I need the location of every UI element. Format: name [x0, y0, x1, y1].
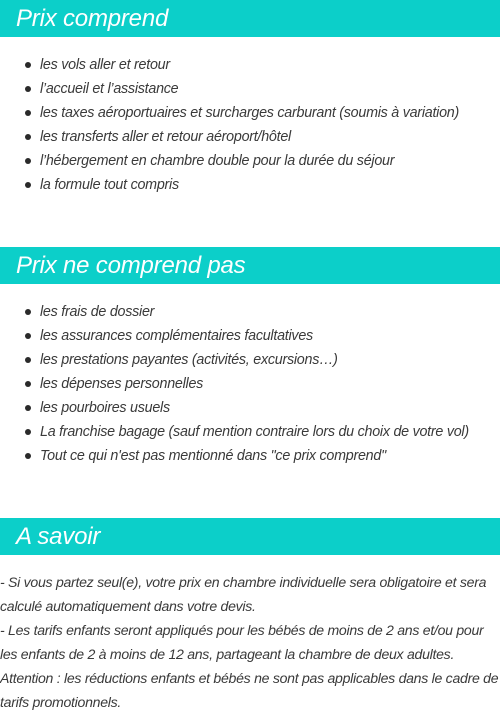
list-item: Tout ce qui n'est pas mentionné dans "ce prix comprend": [0, 444, 500, 468]
a-savoir-paragraph: Attention : les réductions enfants et bébés ne sont pas applicables dans le cadre de tarifs promotionnels.: [0, 670, 499, 710]
a-savoir-body: [0, 570, 500, 714]
a-savoir-paragraph: - Les tarifs enfants seront appliqués pour les bébés de moins de 2 ans et/ou pour les enfants de 2 à moins de 12 ans, partageant la chambre de deux adultes.: [0, 622, 484, 662]
list-prix-comprend: [0, 53, 500, 197]
list-item: la formule tout compris: [0, 173, 500, 197]
list-item: les vols aller et retour: [0, 53, 500, 77]
section-header-prix-comprend: Prix comprend: [0, 0, 500, 37]
section-header-a-savoir: A savoir: [0, 518, 500, 555]
list-item: les pourboires usuels: [0, 396, 500, 420]
list-item: l’hébergement en chambre double pour la durée du séjour: [0, 149, 500, 173]
list-item: La franchise bagage (sauf mention contraire lors du choix de votre vol): [0, 420, 500, 444]
list-item: les assurances complémentaires facultatives: [0, 324, 500, 348]
list-item: les prestations payantes (activités, excursions…): [0, 348, 500, 372]
section-header-prix-ne-comprend-pas: Prix ne comprend pas: [0, 247, 500, 284]
a-savoir-paragraph: - Si vous partez seul(e), votre prix en chambre individuelle sera obligatoire et sera calculé automatiquement dans votre devis.: [0, 574, 487, 614]
list-item: les taxes aéroportuaires et surcharges carburant (soumis à variation): [0, 101, 500, 125]
list-item: les transferts aller et retour aéroport/hôtel: [0, 125, 500, 149]
list-item: les dépenses personnelles: [0, 372, 500, 396]
list-item: les frais de dossier: [0, 300, 500, 324]
list-item: l’accueil et l’assistance: [0, 77, 500, 101]
list-prix-ne-comprend-pas: [0, 300, 500, 468]
